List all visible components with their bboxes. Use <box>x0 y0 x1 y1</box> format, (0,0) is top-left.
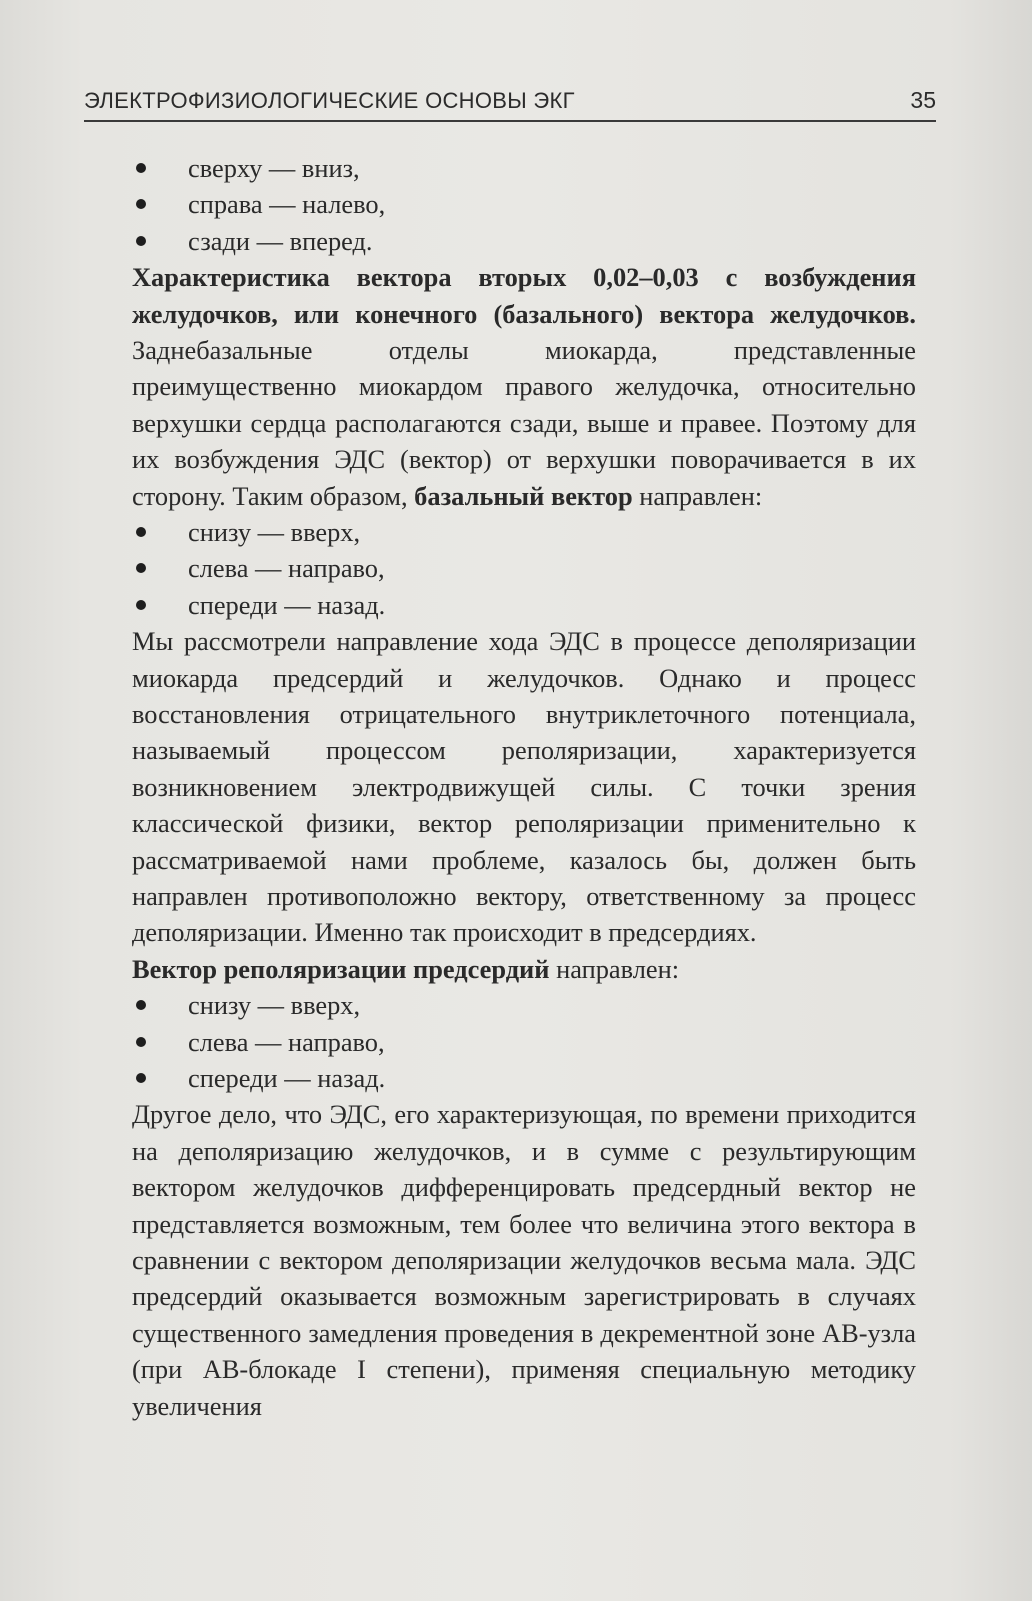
list-item-text: спереди — назад. <box>188 589 386 620</box>
list-item <box>132 587 916 623</box>
bullet-dot-icon <box>136 236 146 246</box>
paragraph-text: Заднебазальные отделы миокарда, представленные преимущественно миокардом правого желудочка, относительно верхушки сердца располагаются сзади, выше и правее. Поэтому для их возбуждения ЭДС (вектор) от верхушки поворачивается в их сторону. Таким образом, <box>132 334 916 511</box>
bullet-dot-icon <box>136 1037 146 1047</box>
paragraph-atrial-vector <box>132 951 916 987</box>
bullet-dot-icon <box>136 1000 146 1010</box>
paragraph-heading: Вектор реполяризации предсердий <box>132 953 550 984</box>
bullet-list-1 <box>132 150 916 259</box>
paragraph-text: направлен: <box>549 953 680 984</box>
list-item <box>132 1024 916 1060</box>
bullet-dot-icon <box>136 163 146 173</box>
bullet-dot-icon <box>136 563 146 573</box>
paragraph-atrial-emf: Другое дело, что ЭДС, его характеризующая, по времени приходится на деполяризацию желудочков, и в сумме с результирующим вектором желудочков дифференцировать предсердный вектор не представляется возможным, тем более что величина этого вектора в сравнении с вектором деполяризации желудочков весьма мала. ЭДС предсердий оказывается возможным зарегистрировать в случаях существенного замедления проведения в декрементной зоне АВ-узла (при АВ-блокаде I степени), применяя специальную методику увеличения <box>132 1099 916 1421</box>
page-header <box>84 84 936 122</box>
paragraph-basal-vector <box>132 259 916 514</box>
list-item <box>132 1060 916 1096</box>
bullet-dot-icon <box>136 600 146 610</box>
list-item-text: сзади — вперед. <box>188 225 373 256</box>
running-head: ЭЛЕКТРОФИЗИОЛОГИЧЕСКИЕ ОСНОВЫ ЭКГ <box>84 88 575 113</box>
bullet-dot-icon <box>136 527 146 537</box>
list-item-text: снизу — вверх, <box>188 990 361 1021</box>
bullet-dot-icon <box>136 199 146 209</box>
bullet-list-2 <box>132 514 916 623</box>
list-item <box>132 550 916 586</box>
list-item-text: справа — налево, <box>188 189 386 220</box>
list-item <box>132 150 916 186</box>
body-text <box>132 150 916 1424</box>
list-item-text: спереди — назад. <box>188 1063 386 1094</box>
paragraph-heading: Характеристика вектора вторых 0,02–0,03 с возбуждения желудочков, или конечного (базального) вектора желудочков. <box>132 262 916 329</box>
page-number: 35 <box>910 87 936 113</box>
list-item-text: сверху — вниз, <box>188 153 360 183</box>
list-item <box>132 514 916 550</box>
paragraph-text-end: направлен: <box>632 480 763 511</box>
list-item-text: слева — направо, <box>188 553 385 584</box>
list-item <box>132 223 916 259</box>
bold-term: базальный вектор <box>414 480 633 511</box>
list-item <box>132 987 916 1023</box>
list-item-text: снизу — вверх, <box>188 517 361 548</box>
bullet-dot-icon <box>136 1073 146 1083</box>
paragraph-repolarization: Мы рассмотрели направление хода ЭДС в процессе деполяризации миокарда предсердий и желудочков. Однако и процесс восстановления отрицательного внутриклеточного потенциала, называемый процессом реполяризации, характеризуется возникновением электродвижущей силы. С точки зрения классической физики, вектор реполяризации применительно к рассматриваемой нами проблеме, казалось бы, должен быть направлен противоположно вектору, ответственному за процесс деполяризации. Именно так происходит в предсердиях. <box>132 626 916 948</box>
list-item <box>132 186 916 222</box>
list-item-text: слева — направо, <box>188 1026 385 1057</box>
bullet-list-3 <box>132 987 916 1096</box>
